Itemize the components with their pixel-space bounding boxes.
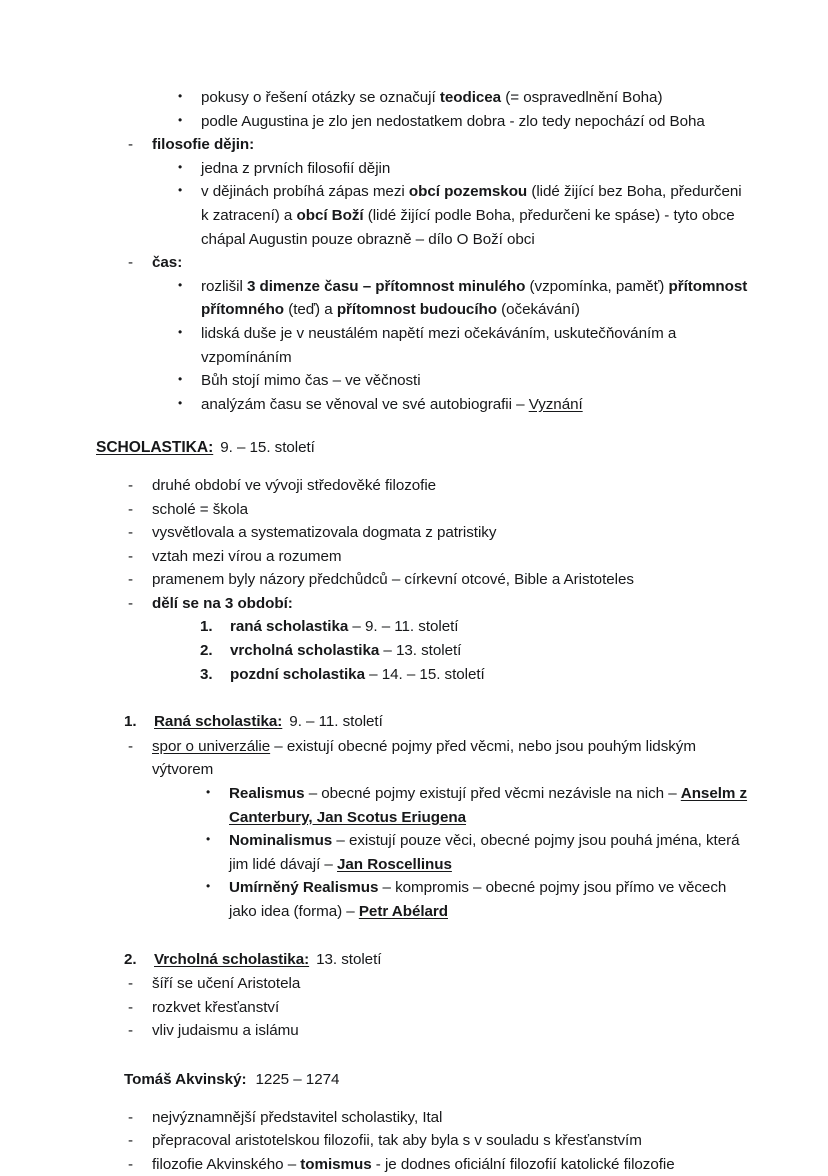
list-item-text: scholé = škola bbox=[152, 500, 248, 518]
person-dates: 1225 – 1274 bbox=[255, 1070, 340, 1088]
list-item-text bbox=[229, 876, 750, 923]
list-item-filosofie-dejin bbox=[96, 133, 750, 157]
dash-icon: - bbox=[128, 998, 134, 1016]
philosopher-names: Anselm z Canterbury, Jan Scotus Eriugena bbox=[229, 785, 748, 826]
list-item-text: Bůh stojí mimo čas – ve věčnosti bbox=[201, 372, 421, 390]
list-item bbox=[96, 521, 750, 545]
list-item bbox=[96, 157, 750, 181]
list-item-text: podle Augustina je zlo jen nedostatkem dobra - zlo tedy nepochází od Boha bbox=[201, 112, 705, 130]
bullet-icon: • bbox=[178, 372, 183, 387]
subsection-heading-vrcholna-scholastika bbox=[96, 948, 750, 972]
dash-icon: - bbox=[128, 1155, 134, 1173]
list-item bbox=[96, 393, 750, 417]
list-item bbox=[96, 1129, 750, 1153]
person-heading-tomas-akvinsky bbox=[96, 1068, 750, 1092]
text-fragment: – kompromis – obecné pojmy jsou přímo ve věcech jako idea (forma) – bbox=[229, 879, 727, 920]
list-item-text bbox=[201, 180, 750, 251]
subsection-title: Vrcholná scholastika: bbox=[154, 950, 310, 968]
list-item-text: rozkvet křesťanství bbox=[152, 998, 280, 1016]
period-name: pozdní scholastika bbox=[230, 665, 365, 683]
dash-icon: - bbox=[128, 547, 134, 565]
list-item-text: vztah mezi vírou a rozumem bbox=[152, 547, 342, 565]
period-dates: – 14. – 15. století bbox=[364, 665, 485, 683]
list-item bbox=[96, 86, 750, 110]
list-item bbox=[96, 322, 750, 369]
bullet-icon: • bbox=[178, 395, 183, 410]
term-umirneny-realismus: Umírněný Realismus bbox=[229, 879, 379, 897]
text-fragment: analýzám času se věnoval ve své autobiografii – bbox=[201, 395, 529, 413]
bullet-icon: • bbox=[178, 277, 183, 292]
subsection-label: filosofie dějin: bbox=[152, 136, 255, 154]
document-body bbox=[96, 86, 750, 1176]
list-item bbox=[96, 568, 750, 592]
numbered-list-item bbox=[96, 639, 750, 663]
bullet-icon: • bbox=[178, 324, 183, 339]
list-number: 3. bbox=[200, 665, 213, 683]
list-item-text bbox=[229, 829, 750, 876]
term-teodicea: teodicea bbox=[439, 89, 502, 106]
term-pritomnost-budouciho: přítomnost budoucího bbox=[336, 301, 497, 319]
list-item-text bbox=[152, 735, 750, 782]
list-item-text bbox=[201, 393, 750, 417]
list-item-text: dělí se na 3 období: bbox=[152, 594, 293, 612]
dash-icon: - bbox=[128, 975, 134, 993]
dash-icon: - bbox=[128, 524, 134, 542]
list-item-nominalismus bbox=[96, 829, 750, 876]
text-fragment: (očekávání) bbox=[496, 301, 580, 319]
bullet-icon: • bbox=[206, 832, 211, 847]
bullet-icon: • bbox=[178, 89, 183, 103]
text-fragment: (lidé žijící bez Boha, předurčeni k zatracení) a bbox=[201, 183, 742, 224]
term-obci-bozi: obcí Boží bbox=[296, 206, 364, 224]
bullet-icon: • bbox=[178, 112, 183, 127]
numbered-list-item-text bbox=[230, 615, 750, 639]
list-item-text: vysvětlovala a systematizovala dogmata z patristiky bbox=[152, 524, 497, 542]
term-realismus: Realismus bbox=[229, 785, 305, 803]
term-nominalismus: Nominalismus bbox=[229, 832, 333, 850]
dash-icon: - bbox=[128, 476, 134, 494]
subsection-heading-text bbox=[154, 710, 750, 734]
text-fragment: – existují pouze věci, obecné pojmy jsou pouhá jména, která jim lidé dávají – bbox=[229, 832, 740, 873]
period-dates: – 13. století bbox=[379, 642, 462, 660]
numbered-list-item-text bbox=[230, 663, 750, 687]
subsection-subtitle: 13. století bbox=[316, 950, 382, 968]
list-item bbox=[96, 180, 750, 251]
list-item bbox=[96, 474, 750, 498]
text-fragment: (lidé žijící podle Boha, předurčeni ke spáse) - tyto obce chápal Augustin pouze obrazně – dílo O Boží obci bbox=[201, 206, 735, 248]
numbered-list-item bbox=[96, 663, 750, 687]
subsection-heading-rana-scholastika bbox=[96, 710, 750, 734]
person-name: Tomáš Akvinský: bbox=[124, 1070, 247, 1088]
numbered-list-item bbox=[96, 615, 750, 639]
work-title-vyznani: Vyznání bbox=[528, 395, 583, 413]
list-item-text bbox=[201, 86, 750, 110]
section-subtitle: 9. – 15. století bbox=[220, 439, 315, 457]
dash-icon: - bbox=[128, 594, 134, 612]
dash-icon: - bbox=[128, 737, 134, 755]
list-item bbox=[96, 498, 750, 522]
term-pritomnost-pritomneho: přítomnost přítomného bbox=[201, 277, 748, 319]
dash-icon: - bbox=[128, 1108, 134, 1126]
list-item bbox=[96, 545, 750, 569]
period-name: vrcholná scholastika bbox=[230, 642, 380, 660]
philosopher-names: Petr Abélard bbox=[358, 903, 448, 920]
dash-icon: - bbox=[128, 571, 134, 589]
subsection-subtitle: 9. – 11. století bbox=[289, 713, 383, 731]
list-item-umirneny-realismus bbox=[96, 876, 750, 923]
text-fragment: rozlišil bbox=[201, 277, 247, 295]
text-fragment: (vzpomínka, paměť) bbox=[525, 277, 669, 295]
term-spor-o-univerzalie: spor o univerzálie bbox=[152, 737, 271, 755]
text-fragment: (teď) a bbox=[284, 301, 337, 319]
dash-icon: - bbox=[128, 1022, 134, 1040]
list-number: 1. bbox=[200, 618, 213, 636]
list-item-text: jedna z prvních filosofií dějin bbox=[201, 159, 391, 177]
list-number: 1. bbox=[124, 713, 137, 731]
period-dates: – 9. – 11. století bbox=[348, 618, 459, 636]
list-number: 2. bbox=[200, 642, 213, 660]
dash-icon: - bbox=[128, 136, 134, 154]
term-tomismus: tomismus bbox=[300, 1155, 372, 1173]
list-item-cas bbox=[96, 251, 750, 275]
list-item-text: druhé období ve vývoji středověké filozofie bbox=[152, 476, 437, 494]
list-item bbox=[96, 110, 750, 134]
bullet-icon: • bbox=[178, 159, 183, 174]
text-fragment: v dějinách probíhá zápas mezi bbox=[201, 183, 409, 201]
list-item-realismus bbox=[96, 782, 750, 829]
text-fragment: – obecné pojmy existují před věcmi nezávisle na nich – bbox=[304, 785, 681, 803]
term-3-dimenze-casu: 3 dimenze času – přítomnost minulého bbox=[246, 277, 526, 295]
text-fragment: - je dodnes oficiální filozofií katolické filozofie bbox=[371, 1155, 675, 1173]
list-item bbox=[96, 1019, 750, 1043]
list-item bbox=[96, 369, 750, 393]
text-fragment: – existují obecné pojmy před věcmi, nebo jsou pouhým lidským výtvorem bbox=[152, 737, 696, 779]
list-item-text: šíří se učení Aristotela bbox=[152, 975, 301, 993]
dash-icon: - bbox=[128, 1132, 134, 1150]
text-fragment: pokusy o řešení otázky se označují bbox=[201, 89, 440, 106]
term-obci-pozemskou: obcí pozemskou bbox=[408, 183, 528, 201]
subsection-label: čas: bbox=[152, 254, 183, 272]
list-item-tomismus bbox=[96, 1153, 750, 1176]
section-title: SCHOLASTIKA: bbox=[96, 439, 214, 457]
list-item-deli-se bbox=[96, 592, 750, 616]
section-heading-scholastika bbox=[96, 436, 750, 460]
list-item-text: vliv judaismu a islámu bbox=[152, 1022, 299, 1040]
list-item bbox=[96, 1106, 750, 1130]
list-item-text: nejvýznamnější představitel scholastiky, Ital bbox=[152, 1108, 443, 1126]
text-fragment: (= ospravedlnění Boha) bbox=[501, 89, 663, 106]
list-item-text bbox=[229, 782, 750, 829]
list-item-text: přepracoval aristotelskou filozofii, tak aby byla s v souladu s křesťanstvím bbox=[152, 1132, 642, 1150]
list-item-text bbox=[201, 275, 750, 322]
dash-icon: - bbox=[128, 500, 134, 518]
list-item-spor-o-univerzalie bbox=[96, 735, 750, 782]
text-fragment: filozofie Akvinského – bbox=[152, 1155, 301, 1173]
list-number: 2. bbox=[124, 950, 137, 968]
list-item bbox=[96, 275, 750, 322]
bullet-icon: • bbox=[206, 785, 211, 800]
list-item-text: lidská duše je v neustálém napětí mezi očekáváním, uskutečňováním a vzpomínáním bbox=[201, 324, 677, 366]
bullet-icon: • bbox=[178, 183, 183, 198]
list-item bbox=[96, 996, 750, 1020]
philosopher-names: Jan Roscellinus bbox=[337, 855, 452, 873]
bullet-icon: • bbox=[206, 879, 211, 894]
period-name: raná scholastika bbox=[230, 618, 349, 636]
dash-icon: - bbox=[128, 254, 134, 272]
list-item bbox=[96, 972, 750, 996]
subsection-title: Raná scholastika: bbox=[154, 713, 283, 731]
list-item-text: pramenem byly názory předchůdců – církevní otcové, Bible a Aristoteles bbox=[152, 571, 634, 589]
list-item-text bbox=[152, 1153, 750, 1176]
subsection-heading-text bbox=[154, 948, 750, 972]
numbered-list-item-text bbox=[230, 639, 750, 663]
